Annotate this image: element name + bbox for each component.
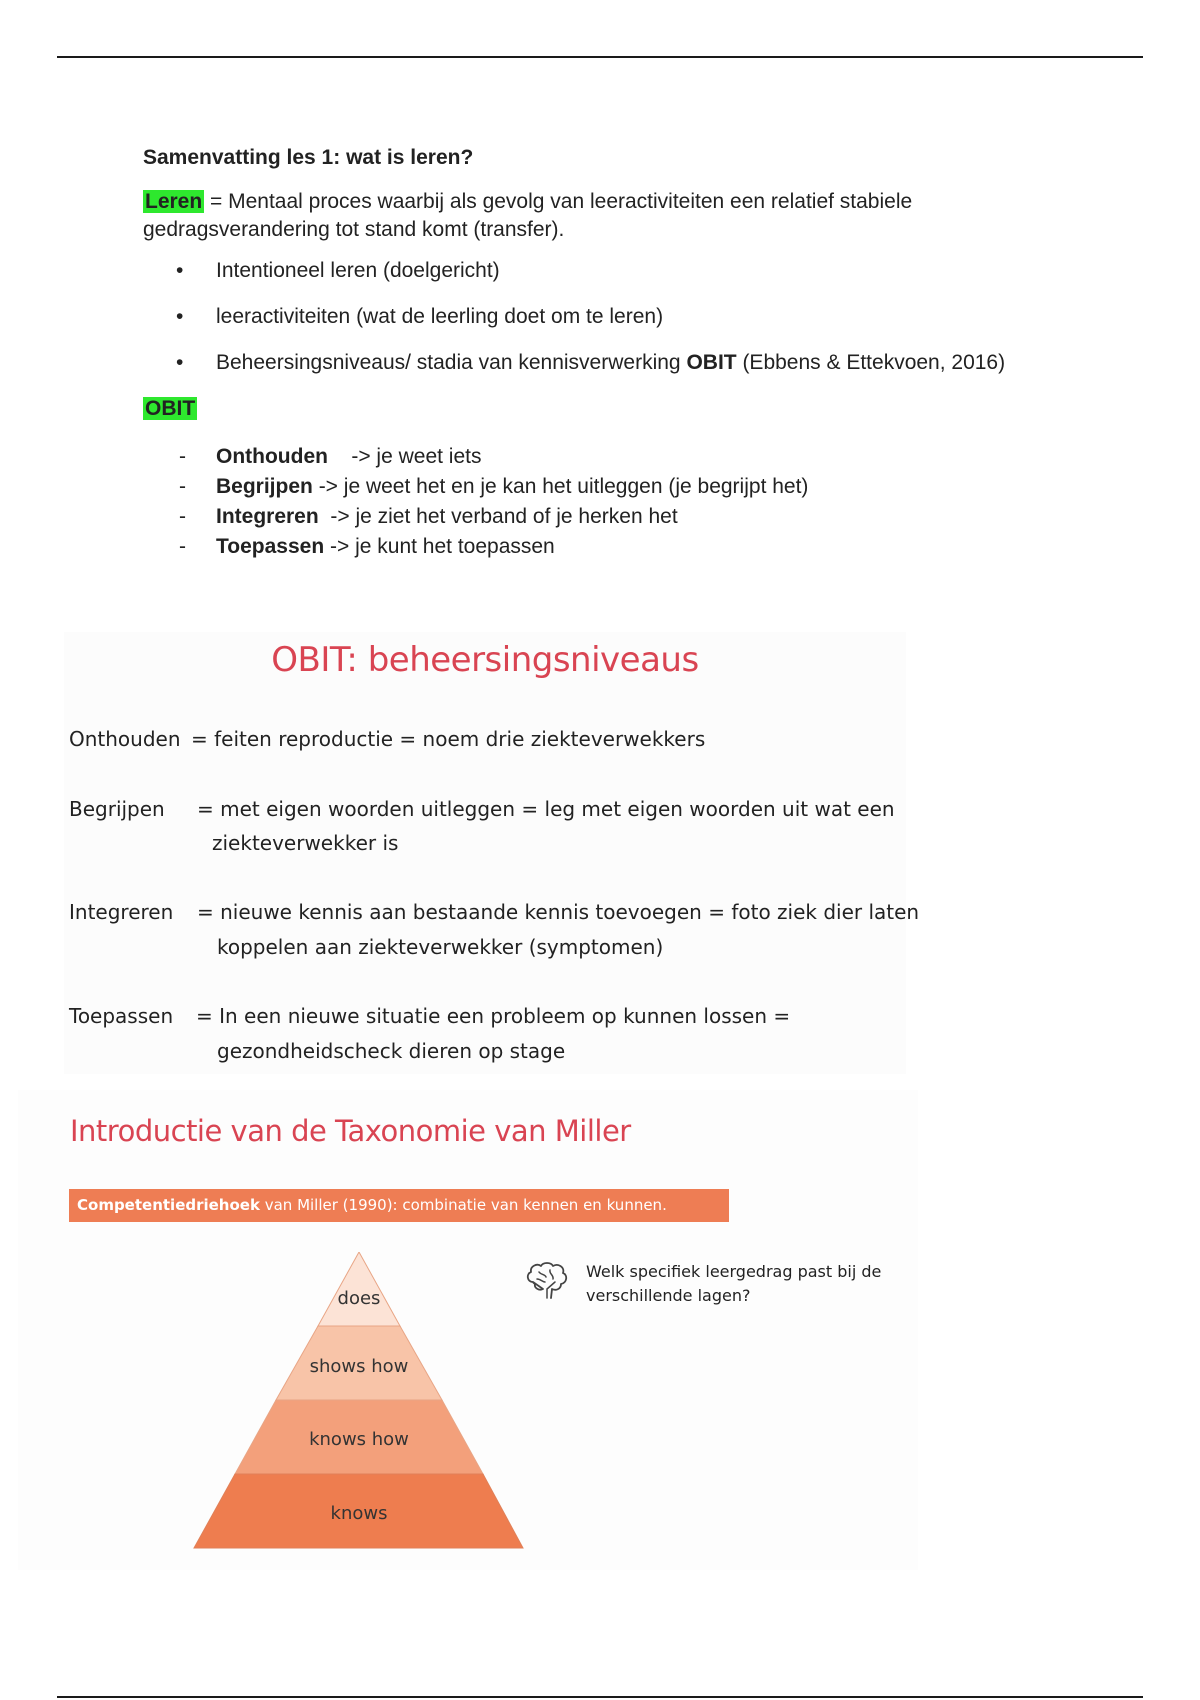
slide-obit-levels: OBIT: beheersingsniveaus Onthouden = feiten reproductie = noem drie ziekteverwekkers Begrijpen = met eigen woorden uitleggen = leg met eigen woorden uit wat een ziekteverwekker is Integreren = nieuwe kennis aan bestaande kennis toevoegen = foto ziek dier laten koppelen aan ziekteverwekker (symptomen) Toepassen = In een nieuwe situatie een probleem op kunnen lossen = gezondheidscheck dieren op stage (64, 632, 906, 1074)
summary-section (143, 140, 1083, 562)
reflection-question: Welk specifiek leergedrag past bij de verschillende lagen? (586, 1262, 882, 1305)
obit-levels-list (143, 442, 1083, 562)
slide-miller (18, 1090, 918, 1570)
obit-heading: OBIT (145, 397, 196, 420)
list-item: • Beheersingsniveaus/ stadia van kennisverwerking OBIT (Ebbens & Ettekvoen, 2016) (176, 351, 1006, 374)
list-item: - Integreren -> je ziet het verband of je herken het (179, 505, 678, 528)
pyramid-label: does (337, 1288, 381, 1309)
top-rule (57, 56, 1143, 58)
list-item: • Intentioneel leren (doelgericht) (176, 259, 500, 282)
page-title: Samenvatting les 1: wat is leren? (143, 146, 474, 169)
list-item: - Toepassen -> je kunt het toepassen (179, 535, 555, 558)
bottom-rule (57, 1696, 1143, 1698)
list-item: - Begrijpen -> je weet het en je kan het uitleggen (je begrijpt het) (179, 475, 809, 498)
pyramid-label: shows how (309, 1356, 409, 1377)
definition-paragraph (143, 188, 1083, 244)
definition-text: = Mentaal proces waarbij als gevolg van leeractiviteiten een relatief stabiele gedragsverandering tot stand komt (transfer). (143, 190, 913, 241)
list-item: - Onthouden -> je weet iets (179, 445, 482, 468)
pyramid-label: knows (330, 1503, 388, 1524)
list-item: • leeractiviteiten (wat de leerling doet om te leren) (176, 305, 664, 328)
highlight-leren: Leren (145, 190, 203, 213)
miller-pyramid (183, 1252, 533, 1552)
slide-title: Introductie van de Taxonomie van Miller (70, 1114, 631, 1148)
bullet-list (143, 256, 1083, 378)
brain-icon (523, 1260, 571, 1302)
competentie-banner: Competentiedriehoek van Miller (1990): combinatie van kennen en kunnen. (69, 1189, 729, 1222)
pyramid-label: knows how (309, 1429, 409, 1450)
slide-title: OBIT: beheersingsniveaus (271, 640, 699, 680)
